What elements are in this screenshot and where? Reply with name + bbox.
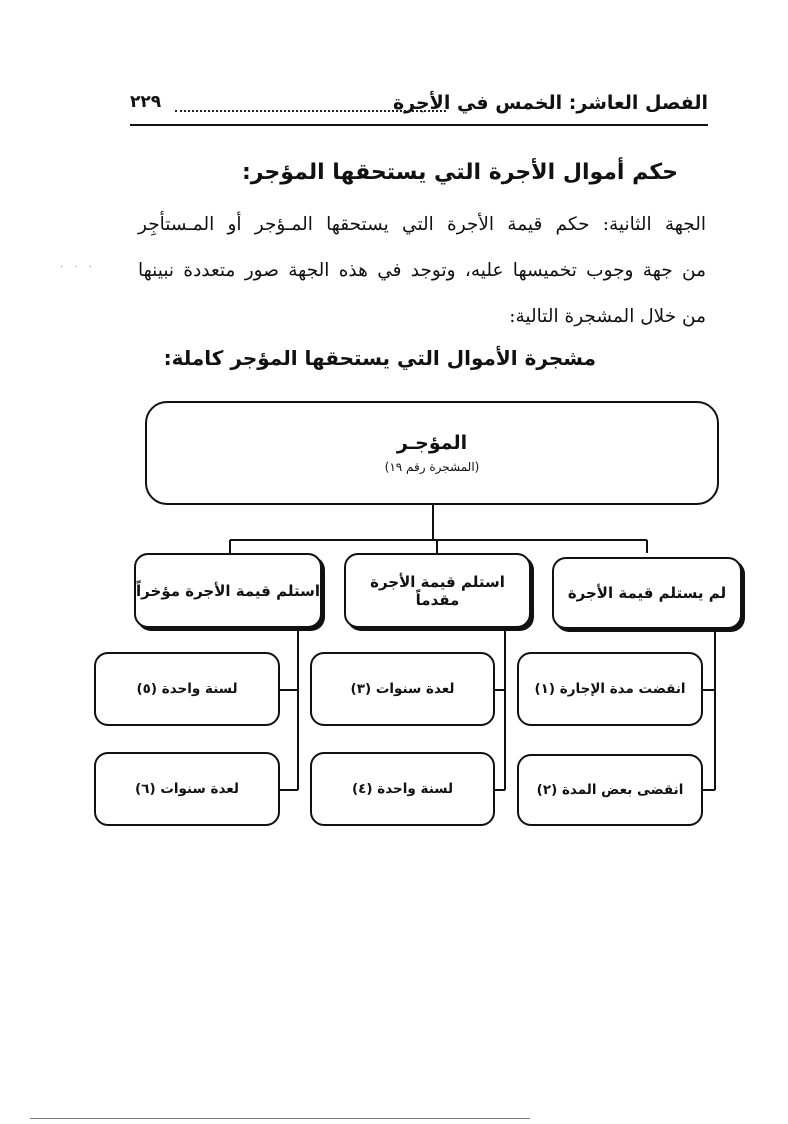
branch-node-advance	[344, 553, 531, 628]
leaf-label: لعدة سنوات (٣)	[350, 681, 455, 697]
leaf-label: لسنة واحدة (٤)	[352, 781, 454, 797]
margin-mark: · · ·	[60, 262, 96, 273]
root-node	[145, 401, 719, 505]
root-title: المؤجـر	[396, 432, 468, 454]
root-subtitle: (المشجرة رقم ١٩)	[384, 460, 480, 474]
branch-node-deferred	[134, 553, 322, 628]
footer-rule	[30, 1118, 530, 1119]
branch-label: استلم قيمة الأجرة مؤخراً	[136, 581, 320, 600]
chapter-title: الفصل العاشر: الخمس في الأجرة	[392, 92, 708, 114]
leaf-label: انقضى بعض المدة (٢)	[536, 782, 684, 798]
leaf-node-5	[94, 652, 280, 726]
leaf-node-6	[94, 752, 280, 826]
paragraph-line: من جهة وجوب تخميسها عليه، وتوجد في هذه الجهة صور متعددة نبينها	[138, 260, 706, 281]
branch-node-not-received	[552, 557, 742, 629]
leaf-label: لسنة واحدة (٥)	[136, 681, 238, 697]
leaf-node-2	[517, 754, 703, 826]
paragraph-line: الجهة الثانية: حكم قيمة الأجرة التي يستحقها المـؤجر أو المـستأجِر	[138, 214, 706, 235]
leaf-node-1	[517, 652, 703, 726]
section-heading: حكم أموال الأجرة التي يستحقها المؤجر:	[241, 160, 678, 185]
leaf-label: لعدة سنوات (٦)	[135, 781, 239, 797]
branch-label: استلم قيمة الأجرة مقدماً	[370, 572, 505, 609]
leaf-node-4	[310, 752, 495, 826]
page-number: ٢٢٩	[130, 92, 162, 112]
branch-label: لم يستلم قيمة الأجرة	[567, 584, 727, 602]
chart-title: مشجرة الأموال التي يستحقها المؤجر كاملة:	[163, 346, 596, 370]
paragraph-line: من خلال المشجرة التالية:	[509, 306, 706, 327]
leaf-label: انقضت مدة الإجارة (١)	[534, 681, 686, 697]
leaf-node-3	[310, 652, 495, 726]
